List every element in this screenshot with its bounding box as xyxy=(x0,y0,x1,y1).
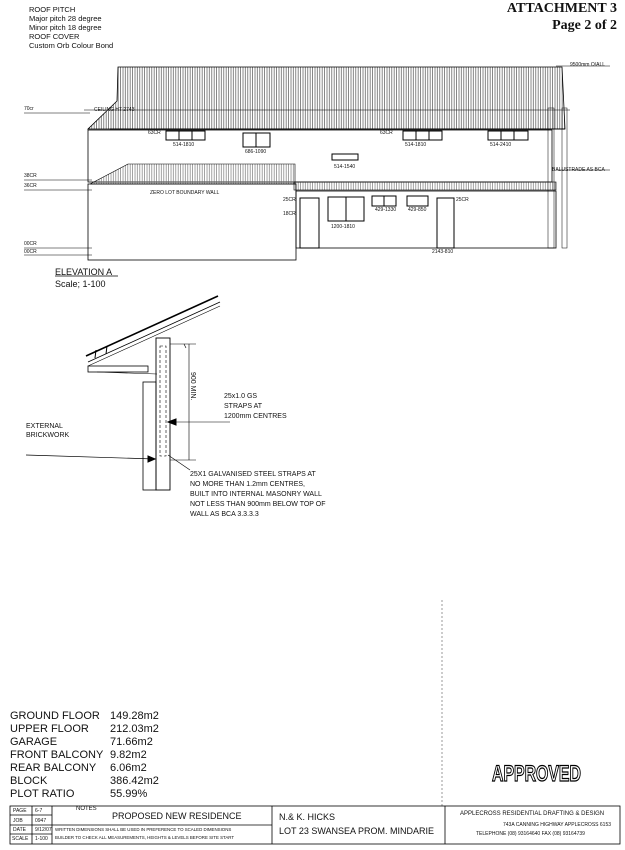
attachment-title: ATTACHMENT 3 xyxy=(506,1,617,16)
ceiling-note: CEILING HT 2743 xyxy=(94,107,135,113)
window-514-1810-b xyxy=(403,131,442,140)
straps-label: 25x1.0 GS STRAPS AT 1200mm CENTRES xyxy=(224,393,287,420)
level-36: 36CR xyxy=(24,183,37,189)
eave-detail xyxy=(26,296,230,490)
lower-roof xyxy=(90,164,295,184)
check-note: BUILDER TO CHECK ALL MEASUREMENTS, HEIGHTS & LEVELS BEFORE SITE START xyxy=(55,835,235,840)
tag-63cr: 63CR xyxy=(148,130,161,136)
roof-note-line: Custom Orb Colour Bond xyxy=(29,41,114,50)
door-left xyxy=(300,198,319,248)
elevation-title: ELEVATION A xyxy=(55,267,113,277)
roof-note-line: ROOF COVER xyxy=(29,32,80,41)
level-70: 70cr xyxy=(24,106,34,112)
window-label: 514-1810 xyxy=(173,142,195,148)
window-label: 514-1540 xyxy=(334,164,356,170)
window-label: 1200-1810 xyxy=(331,224,355,230)
balcony-strip xyxy=(294,182,556,190)
area-row: FRONT BALCONY 9.82m2 xyxy=(10,749,147,761)
galvanised-note: 25X1 GALVANISED STEEL STRAPS AT NO MORE THAN 1.2mm CENTRES, BUILT INTO INTERNAL MASONRY WALL NOT LESS THAN 900mm BELOW TOP OF WALL AS BCA 3.3.3.3 xyxy=(190,471,326,518)
approved-stamp: APPROVED xyxy=(492,761,581,786)
area-row: REAR BALCONY 6.06m2 xyxy=(10,762,147,774)
roof-note-line: ROOF PITCH xyxy=(29,5,76,14)
balustrade-label: BALUSTRADE AS BCA xyxy=(552,167,605,173)
project-title: PROPOSED NEW RESIDENCE xyxy=(112,811,242,821)
notes-key: NOTES xyxy=(76,806,97,812)
firm-address: 743A CANNING HIGHWAY APPLECROSS 6153 xyxy=(503,822,612,828)
page-value: 6-7 xyxy=(35,808,43,814)
window-514-1810 xyxy=(166,131,205,140)
job-key: JOB xyxy=(13,818,23,824)
elevation-scale: Scale; 1-100 xyxy=(55,279,106,289)
tag-25cr-b: 25CR xyxy=(456,197,469,203)
wall-note: 9500mm O/ALL xyxy=(570,62,606,68)
job-value: 0947 xyxy=(35,818,47,824)
window-label: 429-850 xyxy=(408,207,427,213)
lot-address: LOT 23 SWANSEA PROM. MINDARIE xyxy=(279,826,435,836)
window-514-1540 xyxy=(332,154,358,160)
roof-note-line: Major pitch 28 degree xyxy=(29,14,102,23)
window-514-2410 xyxy=(488,131,528,140)
boundary-wall-label: ZERO LOT BOUNDARY WALL xyxy=(150,190,220,196)
date-key: DATE xyxy=(13,827,26,833)
window-429-850 xyxy=(407,196,428,206)
level-00-lower: 00CR xyxy=(24,249,37,255)
page-key: PAGE xyxy=(13,808,27,814)
firm-phone: TELEPHONE (08) 93164640 FAX (08) 93164739 xyxy=(476,831,585,837)
door-label: 2143-810 xyxy=(432,249,454,255)
tag-63cr-b: 63CR xyxy=(380,130,393,136)
client-name: N.& K. HICKS xyxy=(279,812,336,822)
upper-windows xyxy=(166,131,528,160)
lower-windows xyxy=(300,196,454,248)
date-value: 9/12/07 xyxy=(35,827,52,833)
level-38: 38CR xyxy=(24,173,37,179)
window-label: 429-1330 xyxy=(375,207,397,213)
roof-note-line: Minor pitch 18 degree xyxy=(29,23,102,32)
dims-note: WRITTEN DIMENSIONS SHALL BE USED IN PREFERENCE TO SCALED DIMENSIONS xyxy=(55,827,232,832)
external-brickwork-label: EXTERNAL BRICKWORK xyxy=(26,423,70,439)
elevation-roof xyxy=(84,67,570,129)
scale-value: 1-100 xyxy=(35,836,48,842)
area-row: PLOT RATIO 55.99% xyxy=(10,788,148,800)
door-right xyxy=(437,198,454,248)
scale-key: SCALE xyxy=(12,836,29,842)
tag-18cr: 18CR xyxy=(283,211,296,217)
area-schedule xyxy=(10,710,159,801)
tag-25cr: 25CR xyxy=(283,197,296,203)
min-height-label: 900 MIN. xyxy=(189,372,196,401)
window-label: 514-2410 xyxy=(490,142,512,148)
area-row: BLOCK 386.42m2 xyxy=(10,775,159,787)
lower-storey-wall xyxy=(296,191,556,248)
level-00-upper: 00CR xyxy=(24,241,37,247)
area-row: UPPER FLOOR 212.03m2 xyxy=(10,723,159,735)
area-row: GROUND FLOOR 149.28m2 xyxy=(10,710,159,722)
window-label: 514-1810 xyxy=(405,142,427,148)
area-row: GARAGE 71.66m2 xyxy=(10,736,153,748)
firm-name: APPLECROSS RESIDENTIAL DRAFTING & DESIGN xyxy=(460,811,605,817)
page-number: Page 2 of 2 xyxy=(552,18,617,33)
window-label: 686-1090 xyxy=(245,149,267,155)
